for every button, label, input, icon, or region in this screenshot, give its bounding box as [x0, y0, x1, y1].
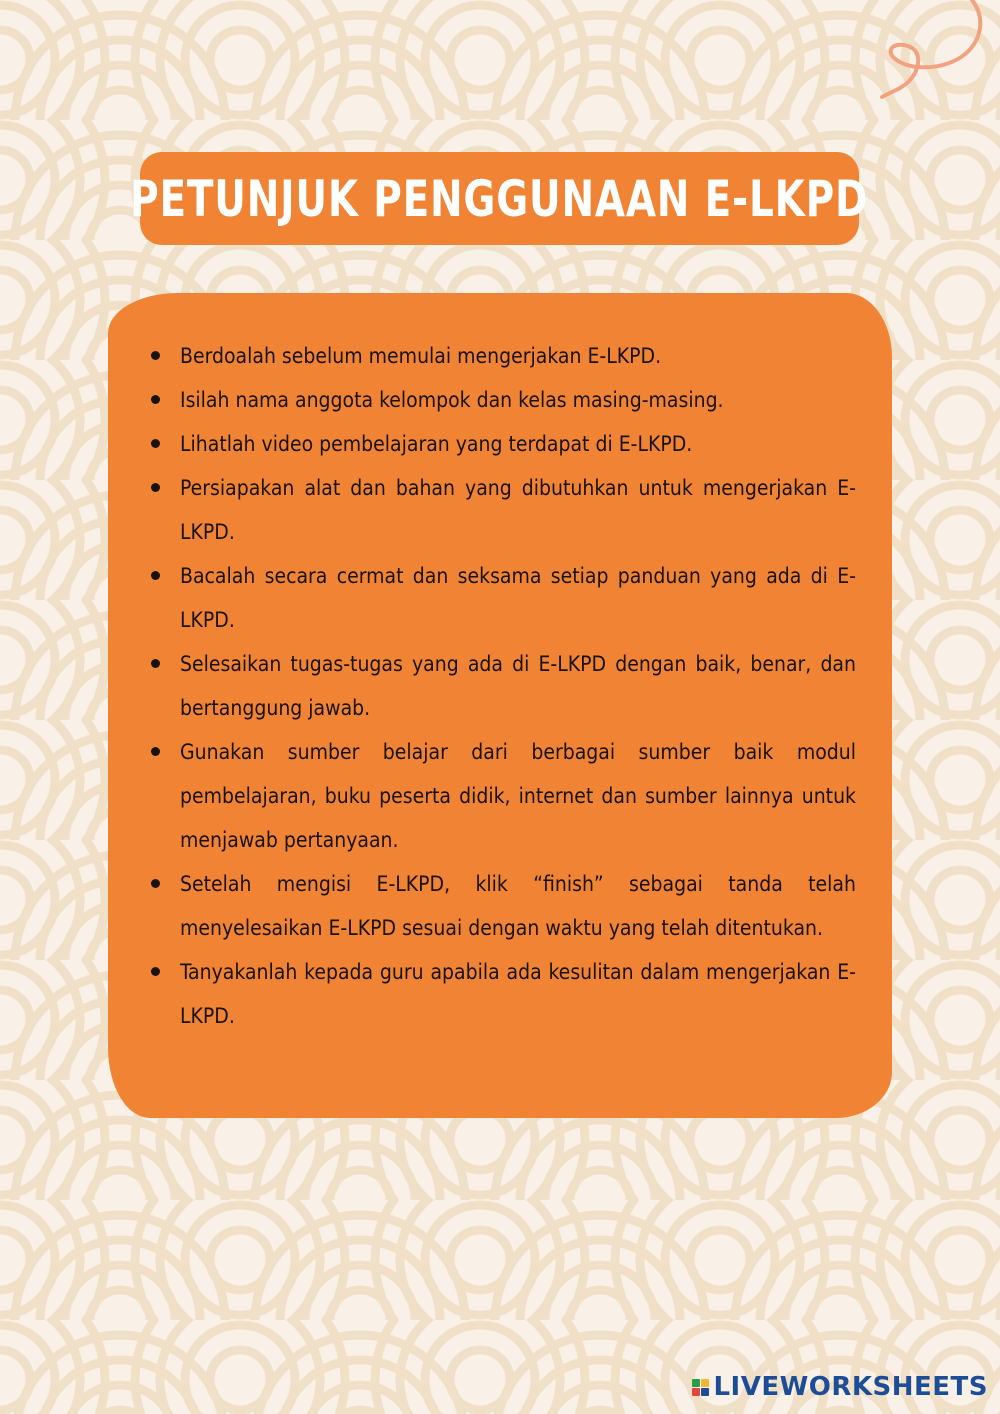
list-item: Berdoalah sebelum memulai mengerjakan E-LKPD. [150, 334, 856, 378]
logo-square-green [692, 1379, 700, 1387]
bullet-icon [151, 879, 160, 888]
bullet-icon [151, 483, 160, 492]
list-item: Bacalah secara cermat dan seksama setiap panduan yang ada di E-LKPD. [150, 554, 856, 642]
bullet-icon [151, 571, 160, 580]
title-banner [130, 152, 869, 245]
brand-name: LIVEWORKSHEETS [713, 1372, 988, 1402]
logo-square-red [692, 1388, 700, 1396]
page-title: PETUNJUK PENGGUNAAN E-LKPD [130, 169, 869, 228]
logo-square-blue [701, 1388, 709, 1396]
list-item: Gunakan sumber belajar dari berbagai sumber baik modul pembelajaran, buku peserta didik, internet dan sumber lainnya untuk menjawab pertanyaan. [150, 730, 856, 862]
list-item: Setelah mengisi E-LKPD, klik “finish” sebagai tanda telah menyelesaikan E-LKPD sesuai dengan waktu yang telah ditentukan. [150, 862, 856, 950]
bullet-icon [151, 659, 160, 668]
liveworksheets-logo [692, 1372, 988, 1402]
instructions-list [150, 334, 856, 1038]
list-item: Tanyakanlah kepada guru apabila ada kesulitan dalam mengerjakan E-LKPD. [150, 950, 856, 1038]
decorative-squiggle-icon [860, 0, 1000, 110]
bullet-icon [151, 395, 160, 404]
bullet-icon [151, 967, 160, 976]
bullet-icon [151, 351, 160, 360]
bullet-icon [151, 747, 160, 756]
liveworksheets-grid-icon [692, 1379, 709, 1396]
list-item: Isilah nama anggota kelompok dan kelas masing-masing. [150, 378, 856, 422]
list-item: Lihatlah video pembelajaran yang terdapat di E-LKPD. [150, 422, 856, 466]
list-item: Persiapakan alat dan bahan yang dibutuhkan untuk mengerjakan E-LKPD. [150, 466, 856, 554]
list-item: Selesaikan tugas-tugas yang ada di E-LKPD dengan baik, benar, dan bertanggung jawab. [150, 642, 856, 730]
logo-square-yellow [701, 1379, 709, 1387]
bullet-icon [151, 439, 160, 448]
